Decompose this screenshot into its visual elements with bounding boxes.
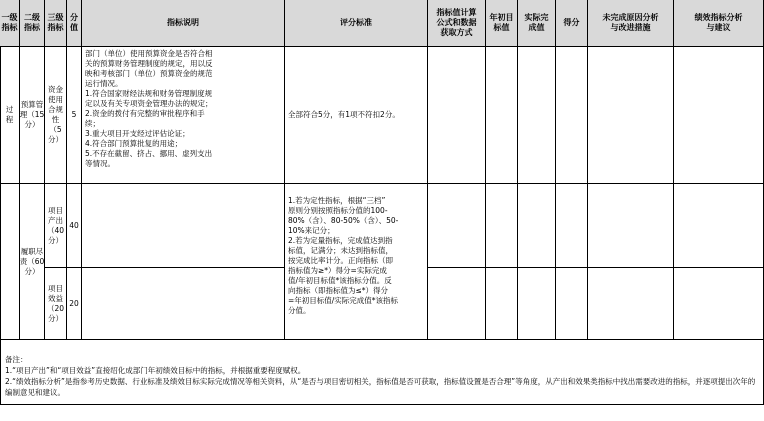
header-level1: 一级 指标 <box>0 0 20 47</box>
desc-line: 3.重大项目开支经过评估论证； <box>85 129 190 138</box>
criteria-line: 标值，记满分；未达到指标值， <box>288 246 393 255</box>
output-formula-cell <box>428 184 486 268</box>
criteria-line: 指标值为≥*）得分=实际完成 <box>288 266 387 275</box>
process-level2: 预算管 理（15 分） <box>20 47 45 184</box>
effect-initial-target-cell <box>486 268 518 340</box>
desc-line: 运行情况。 <box>85 79 123 88</box>
header-actual: 实际完 成值 <box>518 0 556 47</box>
process-points-cell <box>556 47 588 184</box>
output-actual-cell <box>518 184 556 268</box>
criteria-line: 分值。 <box>288 306 311 315</box>
output-points-cell <box>556 184 588 268</box>
notes-section <box>0 340 764 405</box>
criteria-line: 按完成比率计分。正向指标（即 <box>288 256 393 265</box>
desc-line: 映和考核部门（单位）预算资金的规范 <box>85 69 213 78</box>
header-score: 分 值 <box>67 0 82 47</box>
performance-level2: 履职尽 责（60 分） <box>20 184 45 340</box>
desc-line: 5.不存在截留、挤占、挪用、虚列支出 <box>85 149 213 158</box>
process-level3: 资金 使用 合规 性 （5 分） <box>45 47 67 184</box>
header-suggestions: 绩效指标分析 与建议 <box>674 0 764 47</box>
desc-line: 等情况。 <box>85 159 115 168</box>
notes-line-2: 2.“绩效指标分析”是指参考历史数据、行业标准及绩效目标实际完成情况等相关资料，从“是否与项目密切相关，指标值是否可获取，指标值设置是否合理”等角度，从产出和效果类指标中找出需要改进的指标，并逐项提出次年的编制意见和建议。 <box>5 377 756 397</box>
header-points: 得分 <box>556 0 588 47</box>
criteria-line: 原则分别按照指标分值的100- <box>288 206 388 215</box>
desc-line: 续； <box>85 119 100 128</box>
criteria-line: 80%（含）、80-50%（含）、50- <box>288 216 399 225</box>
header-reasons: 未完成原因分析 与改进措施 <box>588 0 674 47</box>
process-initial-target-cell <box>486 47 518 184</box>
criteria-line: 2.若为定量指标，完成值达到指 <box>288 236 393 245</box>
output-suggestions-cell <box>674 184 764 268</box>
header-initial-target: 年初目 标值 <box>486 0 518 47</box>
output-level3: 项目 产出 （40 分） <box>45 184 67 268</box>
desc-line: 2.资金的拨付有完整的审批程序和手 <box>85 109 205 118</box>
criteria-line: 10%来记分； <box>288 226 335 235</box>
criteria-line: =年初目标值/实际完成值*该指标 <box>288 296 399 305</box>
effect-formula-cell <box>428 268 486 340</box>
output-score: 40 <box>67 184 82 268</box>
header-level3: 三级 指标 <box>45 0 67 47</box>
effect-score: 20 <box>67 268 82 340</box>
process-level1: 过 程 <box>0 47 20 184</box>
criteria-line: 向指标（即指标值为≤*）得分 <box>288 286 389 295</box>
effect-description-cell <box>82 268 285 340</box>
process-actual-cell <box>518 47 556 184</box>
process-description <box>82 47 285 184</box>
notes-line-1: 1.“项目产出”和“项目效益”直接绍化成部门年初绩效目标中的指标，并根据重要程度赋权。 <box>5 366 306 375</box>
desc-line: 关的预算财务管理制度的规定，用以反 <box>85 59 213 68</box>
header-criteria: 评分标准 <box>285 0 428 47</box>
process-criteria: 全部符合5分，有1项不符扣2分。 <box>285 47 428 184</box>
effect-suggestions-cell <box>674 268 764 340</box>
criteria-line: 值/年初目标值*该指标分值。反 <box>288 276 392 285</box>
criteria-line: 1.若为定性指标，根据“三档” <box>288 196 386 205</box>
process-suggestions-cell <box>674 47 764 184</box>
effect-actual-cell <box>518 268 556 340</box>
header-level2: 二级 指标 <box>20 0 45 47</box>
process-formula-cell <box>428 47 486 184</box>
performance-criteria <box>285 184 428 340</box>
desc-line: 1.符合国家财经法规和财务管理制度规 <box>85 89 213 98</box>
desc-line: 定以及有关专项资金管理办法的规定； <box>85 99 213 108</box>
output-description-cell <box>82 184 285 268</box>
effect-points-cell <box>556 268 588 340</box>
effect-level3: 项目 效益 （20 分） <box>45 268 67 340</box>
desc-line: 部门（单位）使用预算资金是否符合相 <box>85 49 213 58</box>
output-initial-target-cell <box>486 184 518 268</box>
effect-reasons-cell <box>588 268 674 340</box>
header-formula: 指标值计算 公式和数据 获取方式 <box>428 0 486 47</box>
process-score: 5 <box>67 47 82 184</box>
output-reasons-cell <box>588 184 674 268</box>
desc-line: 4.符合部门预算批复的用途； <box>85 139 183 148</box>
notes-title: 备注： <box>5 355 28 364</box>
performance-level1-cell <box>0 184 20 340</box>
header-description: 指标说明 <box>82 0 285 47</box>
process-reasons-cell <box>588 47 674 184</box>
